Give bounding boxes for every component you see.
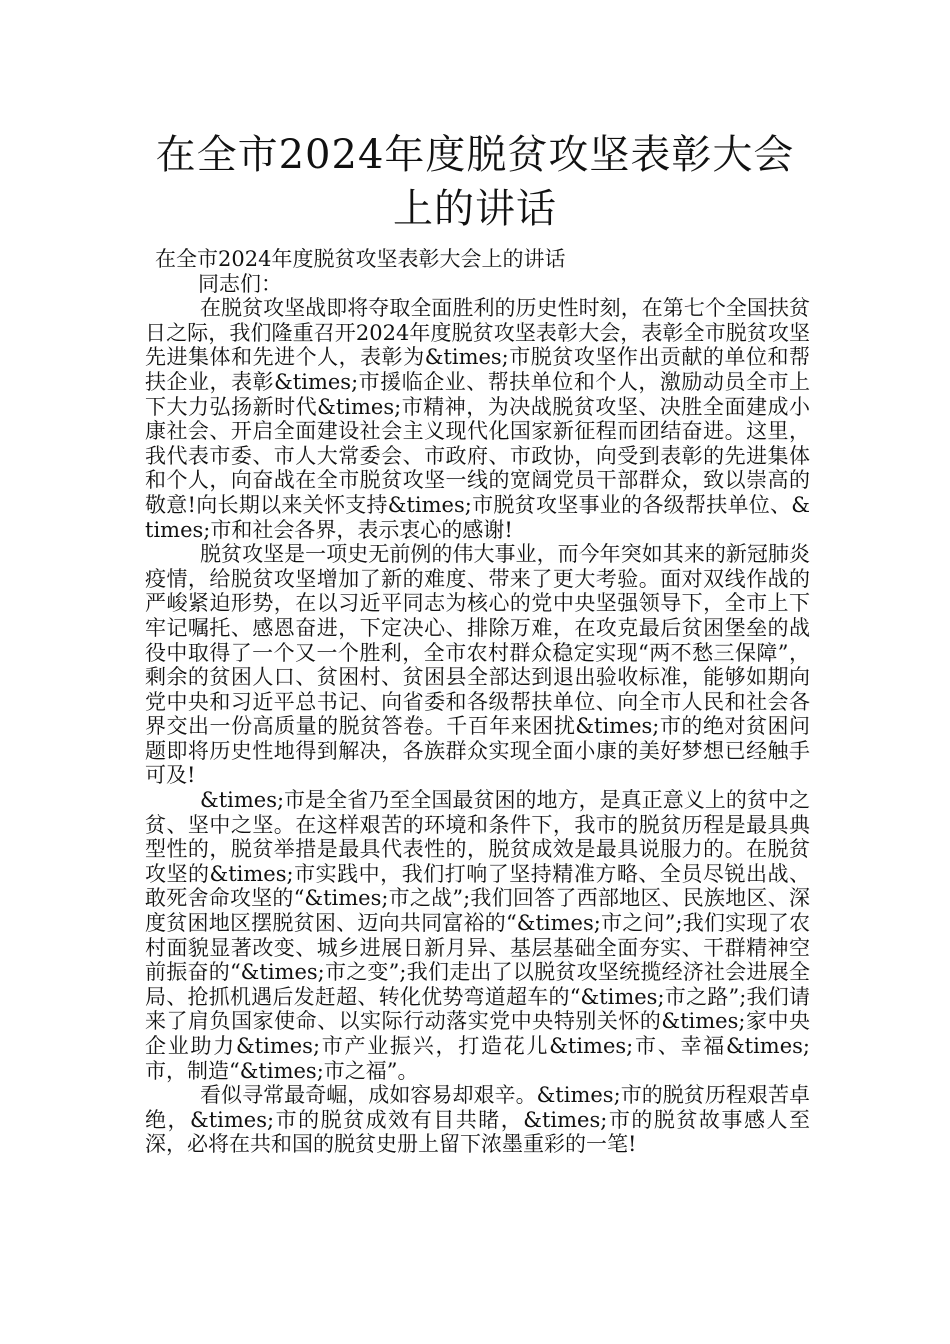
paragraph: 看似寻常最奇崛，成如容易却艰辛。&times;市的脱贫历程艰苦卓绝，&times;市的脱贫成效有目共睹，&times;市的脱贫故事感人至深，必将在共和国的脱贫史册上留下浓墨重彩的一笔!: [145, 1083, 810, 1157]
paragraph: 在脱贫攻坚战即将夺取全面胜利的历史性时刻，在第七个全国扶贫日之际，我们隆重召开2024年度脱贫攻坚表彰大会，表彰全市脱贫攻坚先进集体和先进个人，表彰为&times;市脱贫攻坚作出贡献的单位和帮扶企业，表彰&times;市援临企业、帮扶单位和个人，激励动员全市上下大力弘扬新时代&times;市精神，为决战脱贫攻坚、决胜全面建成小康社会、开启全面建设社会主义现代化国家新征程而团结奋进。这里，我代表市委、市人大常委会、市政府、市政协，向受到表彰的先进集体和个人，向奋战在全市脱贫攻坚一线的宽阔党员干部群众，致以崇高的敬意!向长期以来关怀支持&times;市脱贫攻坚事业的各级帮扶单位、&times;市和社会各界，表示衷心的感谢!: [145, 296, 810, 542]
document-heading: 在全市2024年度脱贫攻坚表彰大会上的讲话: [155, 247, 566, 271]
document-body: [145, 247, 810, 1157]
salutation: 同志们：: [198, 271, 282, 296]
paragraph: 脱贫攻坚是一项史无前例的伟大事业，而今年突如其来的新冠肺炎疫情，给脱贫攻坚增加了新的难度、带来了更大考验。面对双线作战的严峻紧迫形势，在以习近平同志为核心的党中央坚强领导下，全市上下牢记嘱托、感恩奋进，下定决心、排除万难，在攻克最后贫困堡垒的战役中取得了一个又一个胜利，全市农村群众稳定实现“两不愁三保障”，剩余的贫困人口、贫困村、贫困县全部达到退出验收标准，能够如期向党中央和习近平总书记、向省委和各级帮扶单位、向全市人民和社会各界交出一份高质量的脱贫答卷。千百年来困扰&times;市的绝对贫困问题即将历史性地得到解决，各族群众实现全面小康的美好梦想已经触手可及!: [145, 542, 810, 788]
paragraph: &times;市是全省乃至全国最贫困的地方，是真正意义上的贫中之贫、坚中之坚。在这样艰苦的环境和条件下，我市的脱贫历程是最具典型性的，脱贫举措是最具代表性的，脱贫成效是最具说服力的。在脱贫攻坚的&times;市实践中，我们打响了坚持精准方略、全员尽锐出战、敢死舍命攻坚的“&times;市之战”;我们回答了西部地区、民族地区、深度贫困地区摆脱贫困、迈向共同富裕的“&times;市之问”;我们实现了农村面貌显著改变、城乡进展日新月异、基层基础全面夯实、干群精神空前振奋的“&times;市之变”;我们走出了以脱贫攻坚统揽经济社会进展全局、抢抓机遇后发赶超、转化优势弯道超车的“&times;市之路”;我们请来了肩负国家使命、以实际行动落实党中央特别关怀的&times;家中央企业助力&times;市产业振兴，打造花儿&times;市、幸福&times;市，制造“&times;市之福”。: [145, 788, 810, 1083]
document-title: 在全市2024年度脱贫攻坚表彰大会上的讲话: [155, 132, 795, 232]
